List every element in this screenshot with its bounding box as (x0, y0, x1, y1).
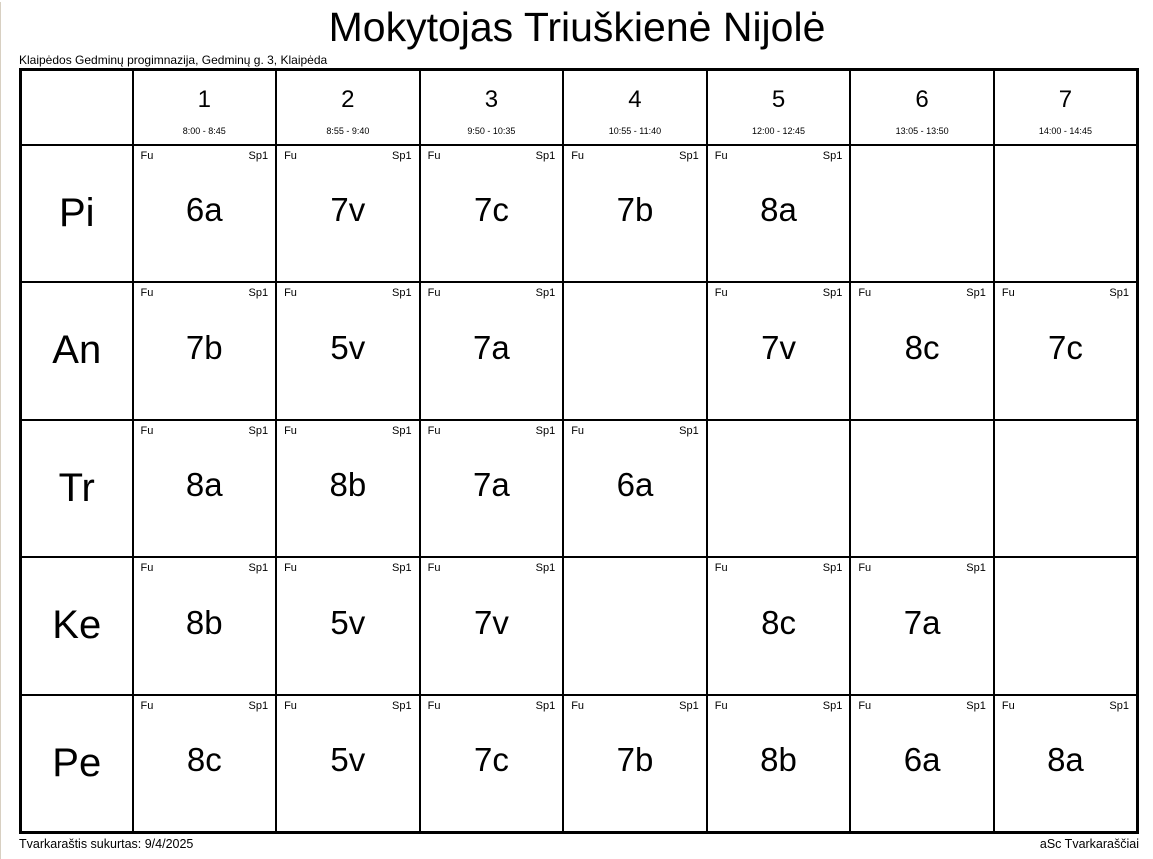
lesson-class-group: 7a (473, 328, 510, 366)
day-row-ke (21, 557, 1138, 695)
page-title: Mokytojas Triuškienė Nijolė (328, 4, 826, 50)
period-header-cell-2 (276, 70, 420, 145)
empty-lesson-cell (850, 420, 994, 558)
period-header-cell-4 (563, 70, 707, 145)
period-header-cell-3 (420, 70, 564, 145)
lesson-class-group: 7c (473, 741, 509, 779)
lesson-room-label: Sp1 (535, 149, 556, 162)
lesson-cell-ke-p6 (850, 557, 994, 695)
lesson-cell-tr-p1 (133, 420, 277, 558)
lesson-subject-label: Fu (427, 699, 441, 712)
period-header-cell-6 (850, 70, 994, 145)
period-number: 7 (1058, 86, 1073, 113)
period-header-cell-5 (707, 70, 851, 145)
lesson-cell-pe-p7 (994, 695, 1138, 833)
lesson-class-group: 8c (904, 328, 940, 366)
lesson-room-label: Sp1 (679, 699, 699, 712)
lesson-class-group: 7a (903, 603, 941, 641)
lesson-class-group: 8a (1047, 741, 1084, 779)
day-row-tr (21, 420, 1138, 558)
period-time: 8:00 - 8:45 (182, 126, 226, 136)
period-time: 12:00 - 12:45 (752, 126, 806, 136)
lesson-subject-label: Fu (140, 149, 154, 162)
lesson-cell-pe-p4 (563, 695, 707, 833)
period-time: 14:00 - 14:45 (1038, 126, 1092, 136)
empty-lesson-cell (994, 145, 1138, 283)
lesson-room-label: Sp1 (966, 287, 986, 299)
lesson-class-group: 7a (473, 466, 510, 504)
lesson-cell-ke-p3 (420, 557, 564, 695)
period-number: 5 (771, 86, 786, 113)
lesson-cell-pi-p2 (276, 145, 420, 283)
period-header-cell-7 (994, 70, 1138, 145)
period-number: 4 (628, 86, 642, 113)
lesson-subject-label: Fu (571, 699, 585, 712)
lesson-cell-an-p2 (276, 282, 420, 420)
lesson-class-group: 8a (760, 191, 797, 229)
lesson-cell-ke-p1 (133, 557, 277, 695)
empty-lesson-cell (994, 420, 1138, 558)
empty-lesson-cell (707, 420, 851, 558)
lesson-cell-tr-p4 (563, 420, 707, 558)
lesson-subject-label: Fu (140, 287, 154, 299)
lesson-subject-label: Fu (858, 562, 872, 574)
lesson-class-group: 5v (330, 328, 366, 366)
lesson-room-label: Sp1 (822, 287, 843, 299)
day-label-tr: Tr (21, 420, 133, 558)
school-subtitle: Klaipėdos Gedminų progimnazija, Gedminų g. 3, Klaipėda (19, 53, 328, 67)
lesson-room-label: Sp1 (679, 424, 699, 437)
lesson-class-group: 8c (186, 741, 222, 779)
lesson-room-label: Sp1 (1109, 287, 1129, 299)
lesson-room-label: Sp1 (679, 149, 699, 162)
timetable-grid (19, 68, 1139, 834)
timetable-page (0, 2, 1153, 859)
lesson-cell-an-p6 (850, 282, 994, 420)
lesson-cell-tr-p3 (420, 420, 564, 558)
lesson-room-label: Sp1 (248, 149, 269, 162)
lesson-subject-label: Fu (427, 287, 441, 299)
lesson-class-group: 7b (616, 191, 654, 229)
lesson-cell-an-p5 (707, 282, 851, 420)
lesson-room-label: Sp1 (822, 699, 843, 712)
lesson-room-label: Sp1 (248, 287, 269, 299)
lesson-cell-tr-p2 (276, 420, 420, 558)
timetable-body (21, 145, 1138, 833)
empty-lesson-cell (563, 282, 707, 420)
period-time: 8:55 - 9:40 (326, 126, 370, 136)
lesson-subject-label: Fu (714, 699, 728, 712)
lesson-room-label: Sp1 (535, 562, 556, 574)
lesson-room-label: Sp1 (248, 562, 269, 574)
lesson-room-label: Sp1 (248, 699, 269, 712)
lesson-cell-pe-p6 (850, 695, 994, 833)
period-number: 3 (484, 86, 499, 113)
period-time: 9:50 - 10:35 (467, 126, 516, 136)
lesson-cell-an-p7 (994, 282, 1138, 420)
timetable-header-row (21, 70, 1138, 145)
period-time: 13:05 - 13:50 (895, 126, 949, 136)
lesson-subject-label: Fu (714, 149, 728, 162)
lesson-room-label: Sp1 (966, 562, 986, 574)
lesson-room-label: Sp1 (1109, 699, 1129, 712)
lesson-subject-label: Fu (427, 149, 441, 162)
lesson-class-group: 6a (616, 466, 654, 504)
lesson-room-label: Sp1 (822, 562, 843, 574)
period-number: 6 (915, 86, 929, 113)
lesson-class-group: 5v (330, 741, 366, 779)
lesson-class-group: 8b (185, 603, 223, 641)
lesson-room-label: Sp1 (822, 149, 843, 162)
day-label-an: An (21, 282, 133, 420)
lesson-room-label: Sp1 (248, 424, 269, 437)
lesson-cell-pe-p3 (420, 695, 564, 833)
day-row-an (21, 282, 1138, 420)
lesson-subject-label: Fu (858, 699, 872, 712)
day-column-header-cell (21, 70, 133, 145)
lesson-class-group: 7v (330, 191, 366, 229)
lesson-class-group: 5v (330, 603, 366, 641)
day-row-pi (21, 145, 1138, 283)
lesson-subject-label: Fu (284, 562, 297, 574)
lesson-cell-an-p1 (133, 282, 277, 420)
lesson-class-group: 7b (616, 741, 654, 779)
lesson-subject-label: Fu (571, 424, 585, 437)
lesson-cell-pe-p1 (133, 695, 277, 833)
lesson-subject-label: Fu (140, 424, 154, 437)
lesson-room-label: Sp1 (392, 424, 412, 437)
lesson-class-group: 8c (761, 603, 796, 641)
lesson-cell-pi-p4 (563, 145, 707, 283)
lesson-class-group: 7b (185, 328, 223, 366)
period-header-cell-1 (133, 70, 277, 145)
lesson-cell-pi-p3 (420, 145, 564, 283)
empty-lesson-cell (994, 557, 1138, 695)
lesson-class-group: 6a (185, 191, 223, 229)
page-footer (19, 836, 1139, 852)
lesson-subject-label: Fu (284, 424, 297, 437)
empty-lesson-cell (850, 145, 994, 283)
lesson-class-group: 6a (903, 741, 941, 779)
day-label-ke: Ke (21, 557, 133, 695)
lesson-subject-label: Fu (284, 699, 297, 712)
lesson-room-label: Sp1 (392, 287, 412, 299)
lesson-cell-pe-p2 (276, 695, 420, 833)
day-label-pe: Pe (21, 695, 133, 833)
lesson-subject-label: Fu (714, 287, 728, 299)
lesson-room-label: Sp1 (966, 699, 986, 712)
period-number: 2 (341, 86, 355, 113)
lesson-subject-label: Fu (571, 149, 585, 162)
lesson-subject-label: Fu (427, 424, 441, 437)
lesson-subject-label: Fu (140, 699, 154, 712)
lesson-room-label: Sp1 (535, 699, 556, 712)
lesson-subject-label: Fu (284, 287, 297, 299)
lesson-class-group: 8b (760, 741, 797, 779)
lesson-room-label: Sp1 (392, 562, 412, 574)
lesson-subject-label: Fu (1001, 287, 1015, 299)
lesson-class-group: 8a (185, 466, 223, 504)
lesson-class-group: 7v (761, 328, 796, 366)
lesson-cell-pi-p1 (133, 145, 277, 283)
lesson-cell-an-p3 (420, 282, 564, 420)
lesson-class-group: 8b (329, 466, 367, 504)
lesson-subject-label: Fu (284, 149, 297, 162)
lesson-room-label: Sp1 (535, 424, 556, 437)
lesson-class-group: 7c (1048, 328, 1083, 366)
lesson-subject-label: Fu (714, 562, 728, 574)
lesson-room-label: Sp1 (535, 287, 556, 299)
footer-created-date: Tvarkaraštis sukurtas: 9/4/2025 (19, 836, 194, 851)
lesson-room-label: Sp1 (392, 149, 412, 162)
lesson-room-label: Sp1 (392, 699, 412, 712)
lesson-subject-label: Fu (858, 287, 872, 299)
lesson-subject-label: Fu (427, 562, 441, 574)
lesson-cell-ke-p5 (707, 557, 851, 695)
day-row-pe (21, 695, 1138, 833)
footer-app-name: aSc Tvarkaraščiai (1039, 836, 1139, 851)
period-number: 1 (197, 86, 211, 113)
lesson-cell-pi-p5 (707, 145, 851, 283)
lesson-class-group: 7v (473, 603, 509, 641)
lesson-cell-ke-p2 (276, 557, 420, 695)
lesson-subject-label: Fu (140, 562, 154, 574)
empty-lesson-cell (563, 557, 707, 695)
lesson-subject-label: Fu (1001, 699, 1015, 712)
period-time: 10:55 - 11:40 (608, 126, 662, 136)
lesson-cell-pe-p5 (707, 695, 851, 833)
day-label-pi: Pi (21, 145, 133, 283)
lesson-class-group: 7c (473, 191, 509, 229)
